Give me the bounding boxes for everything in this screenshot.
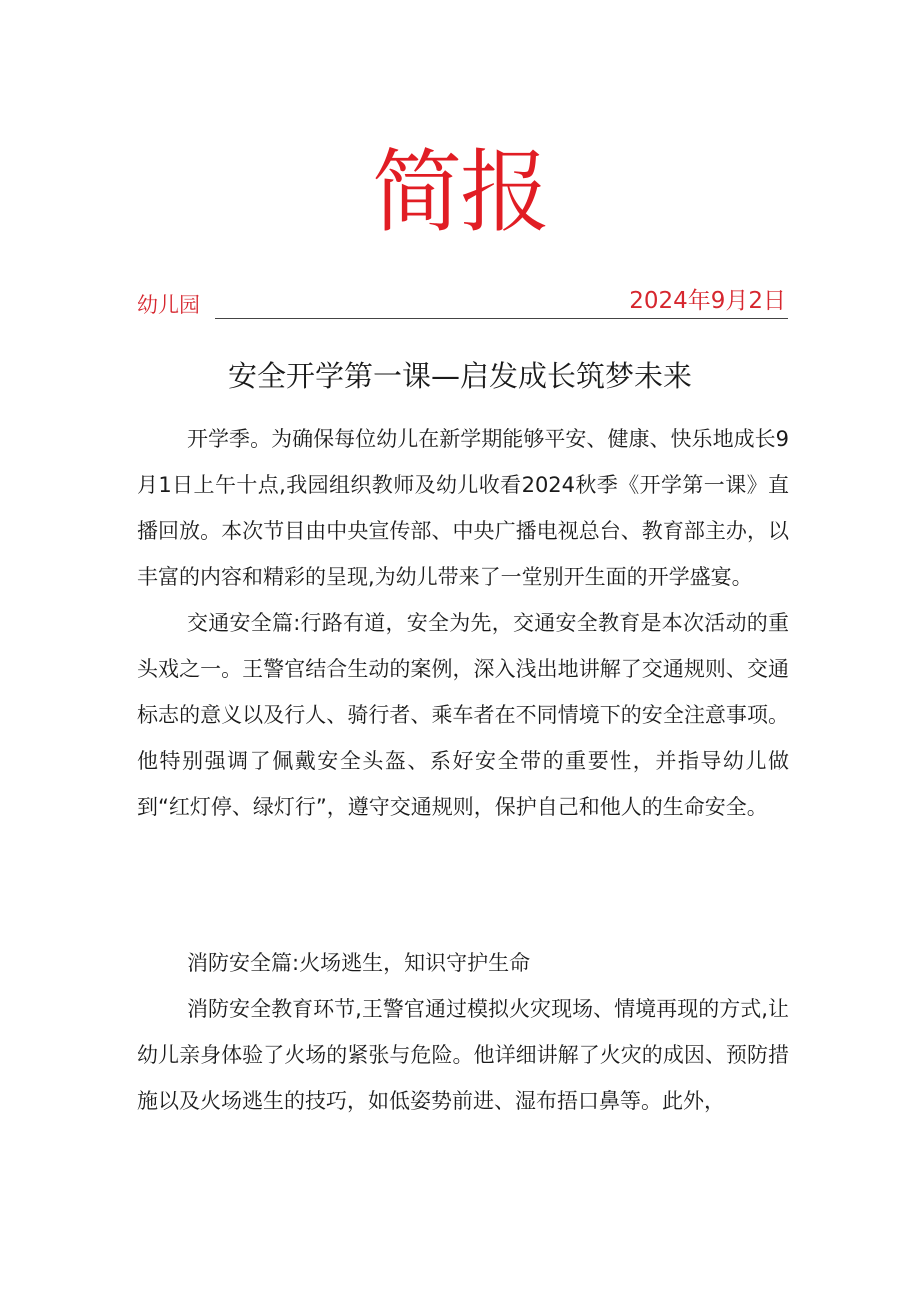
organization-label: 幼儿园 xyxy=(137,293,200,317)
masthead-title: 简报 xyxy=(372,140,548,245)
paragraph-fire-safety: 消防安全教育环节,王警官通过模拟火灾现场、情境再现的方式,让幼儿亲身体验了火场的紧张与危险。他详细讲解了火灾的成因、预防措施以及火场逃生的技巧，如低姿势前进、湿布捂口鼻等。此外， xyxy=(137,997,789,1113)
section-heading-fire-safety: 消防安全篇:火场逃生，知识守护生命 xyxy=(187,951,531,975)
paragraph-intro: 开学季。为确保每位幼儿在新学期能够平安、健康、快乐地成长9月1日上午十点,我园组织教师及幼儿收看2024秋季《开学第一课》直播回放。本次节目由中央宣传部、中央广播电视总台、教育部主办，以丰富的内容和精彩的呈现,为幼儿带来了一堂别开生面的开学盛宴。 xyxy=(137,427,789,589)
header-divider xyxy=(215,318,788,319)
issue-date: 2024年9月2日 xyxy=(629,288,786,314)
paragraph-traffic-safety: 交通安全篇:行路有道，安全为先，交通安全教育是本次活动的重头戏之一。王警官结合生动的案例，深入浅出地讲解了交通规则、交通标志的意义以及行人、骑行者、乘车者在不同情境下的安全注意事项。他特别强调了佩戴安全头盔、系好安全带的重要性，并指导幼儿做到“红灯停、绿灯行”，遵守交通规则，保护自己和他人的生命安全。 xyxy=(137,611,789,819)
article-headline: 安全开学第一课—启发成长筑梦未来 xyxy=(227,359,692,393)
